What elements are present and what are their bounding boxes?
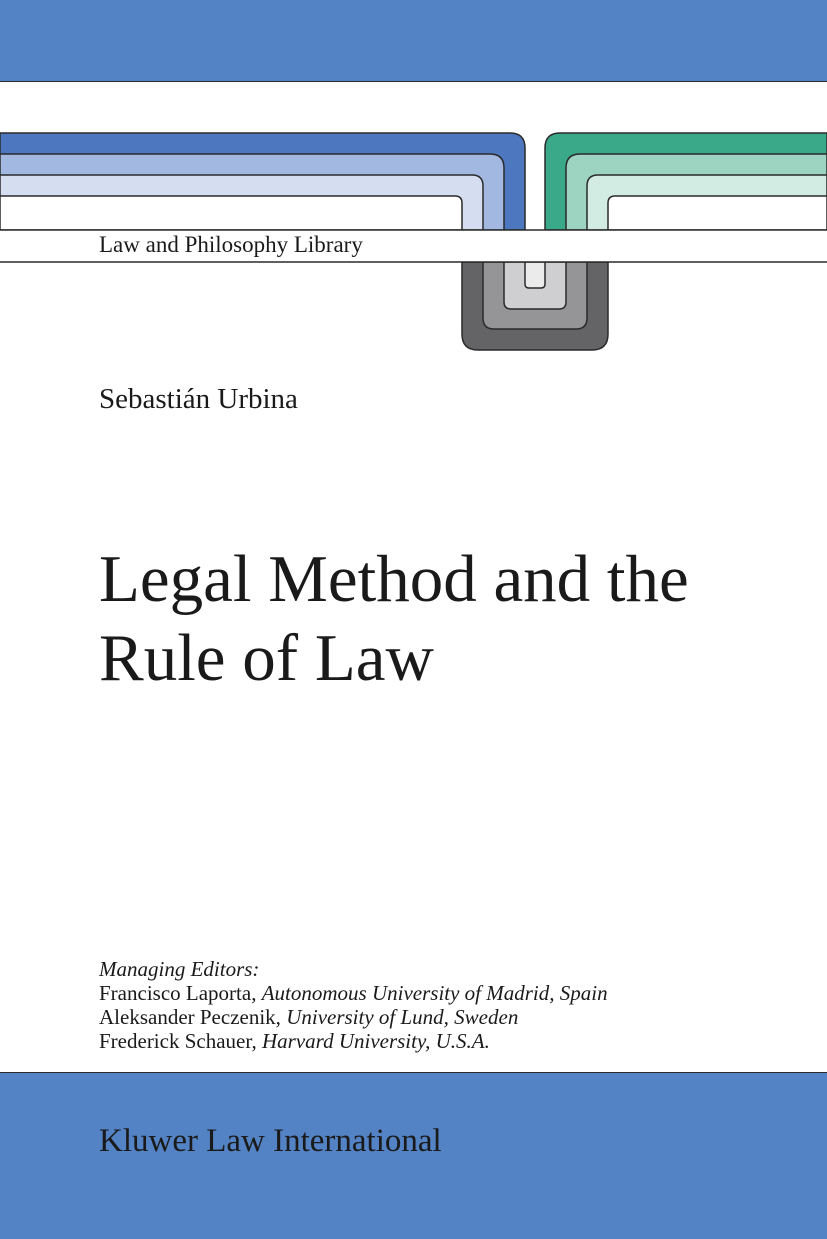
logo-gray-u-core (525, 262, 545, 288)
book-title-line: Legal Method and the (99, 542, 689, 616)
editor-name: Francisco Laporta, (99, 981, 257, 1005)
editors-heading: Managing Editors: (99, 957, 260, 981)
book-title-line: Rule of Law (99, 621, 434, 695)
author-name: Sebastián Urbina (99, 383, 298, 415)
editor-affiliation: University of Lund, Sweden (286, 1005, 519, 1029)
publisher-name: Kluwer Law International (99, 1123, 442, 1159)
managing-editors (99, 957, 608, 1053)
editor-name: Aleksander Peczenik, (99, 1005, 281, 1029)
editor-entry (99, 981, 608, 1005)
editor-name: Frederick Schauer, (99, 1029, 257, 1053)
editor-entry (99, 1029, 608, 1053)
book-title (99, 540, 799, 698)
editor-entry (99, 1005, 608, 1029)
series-logo-graphic (0, 0, 827, 360)
logo-green-band-white (608, 196, 827, 230)
logo-blue-band-white (0, 196, 462, 230)
editor-affiliation: Harvard University, U.S.A. (262, 1029, 490, 1053)
editor-affiliation: Autonomous University of Madrid, Spain (261, 981, 608, 1005)
series-name: Law and Philosophy Library (99, 232, 363, 257)
